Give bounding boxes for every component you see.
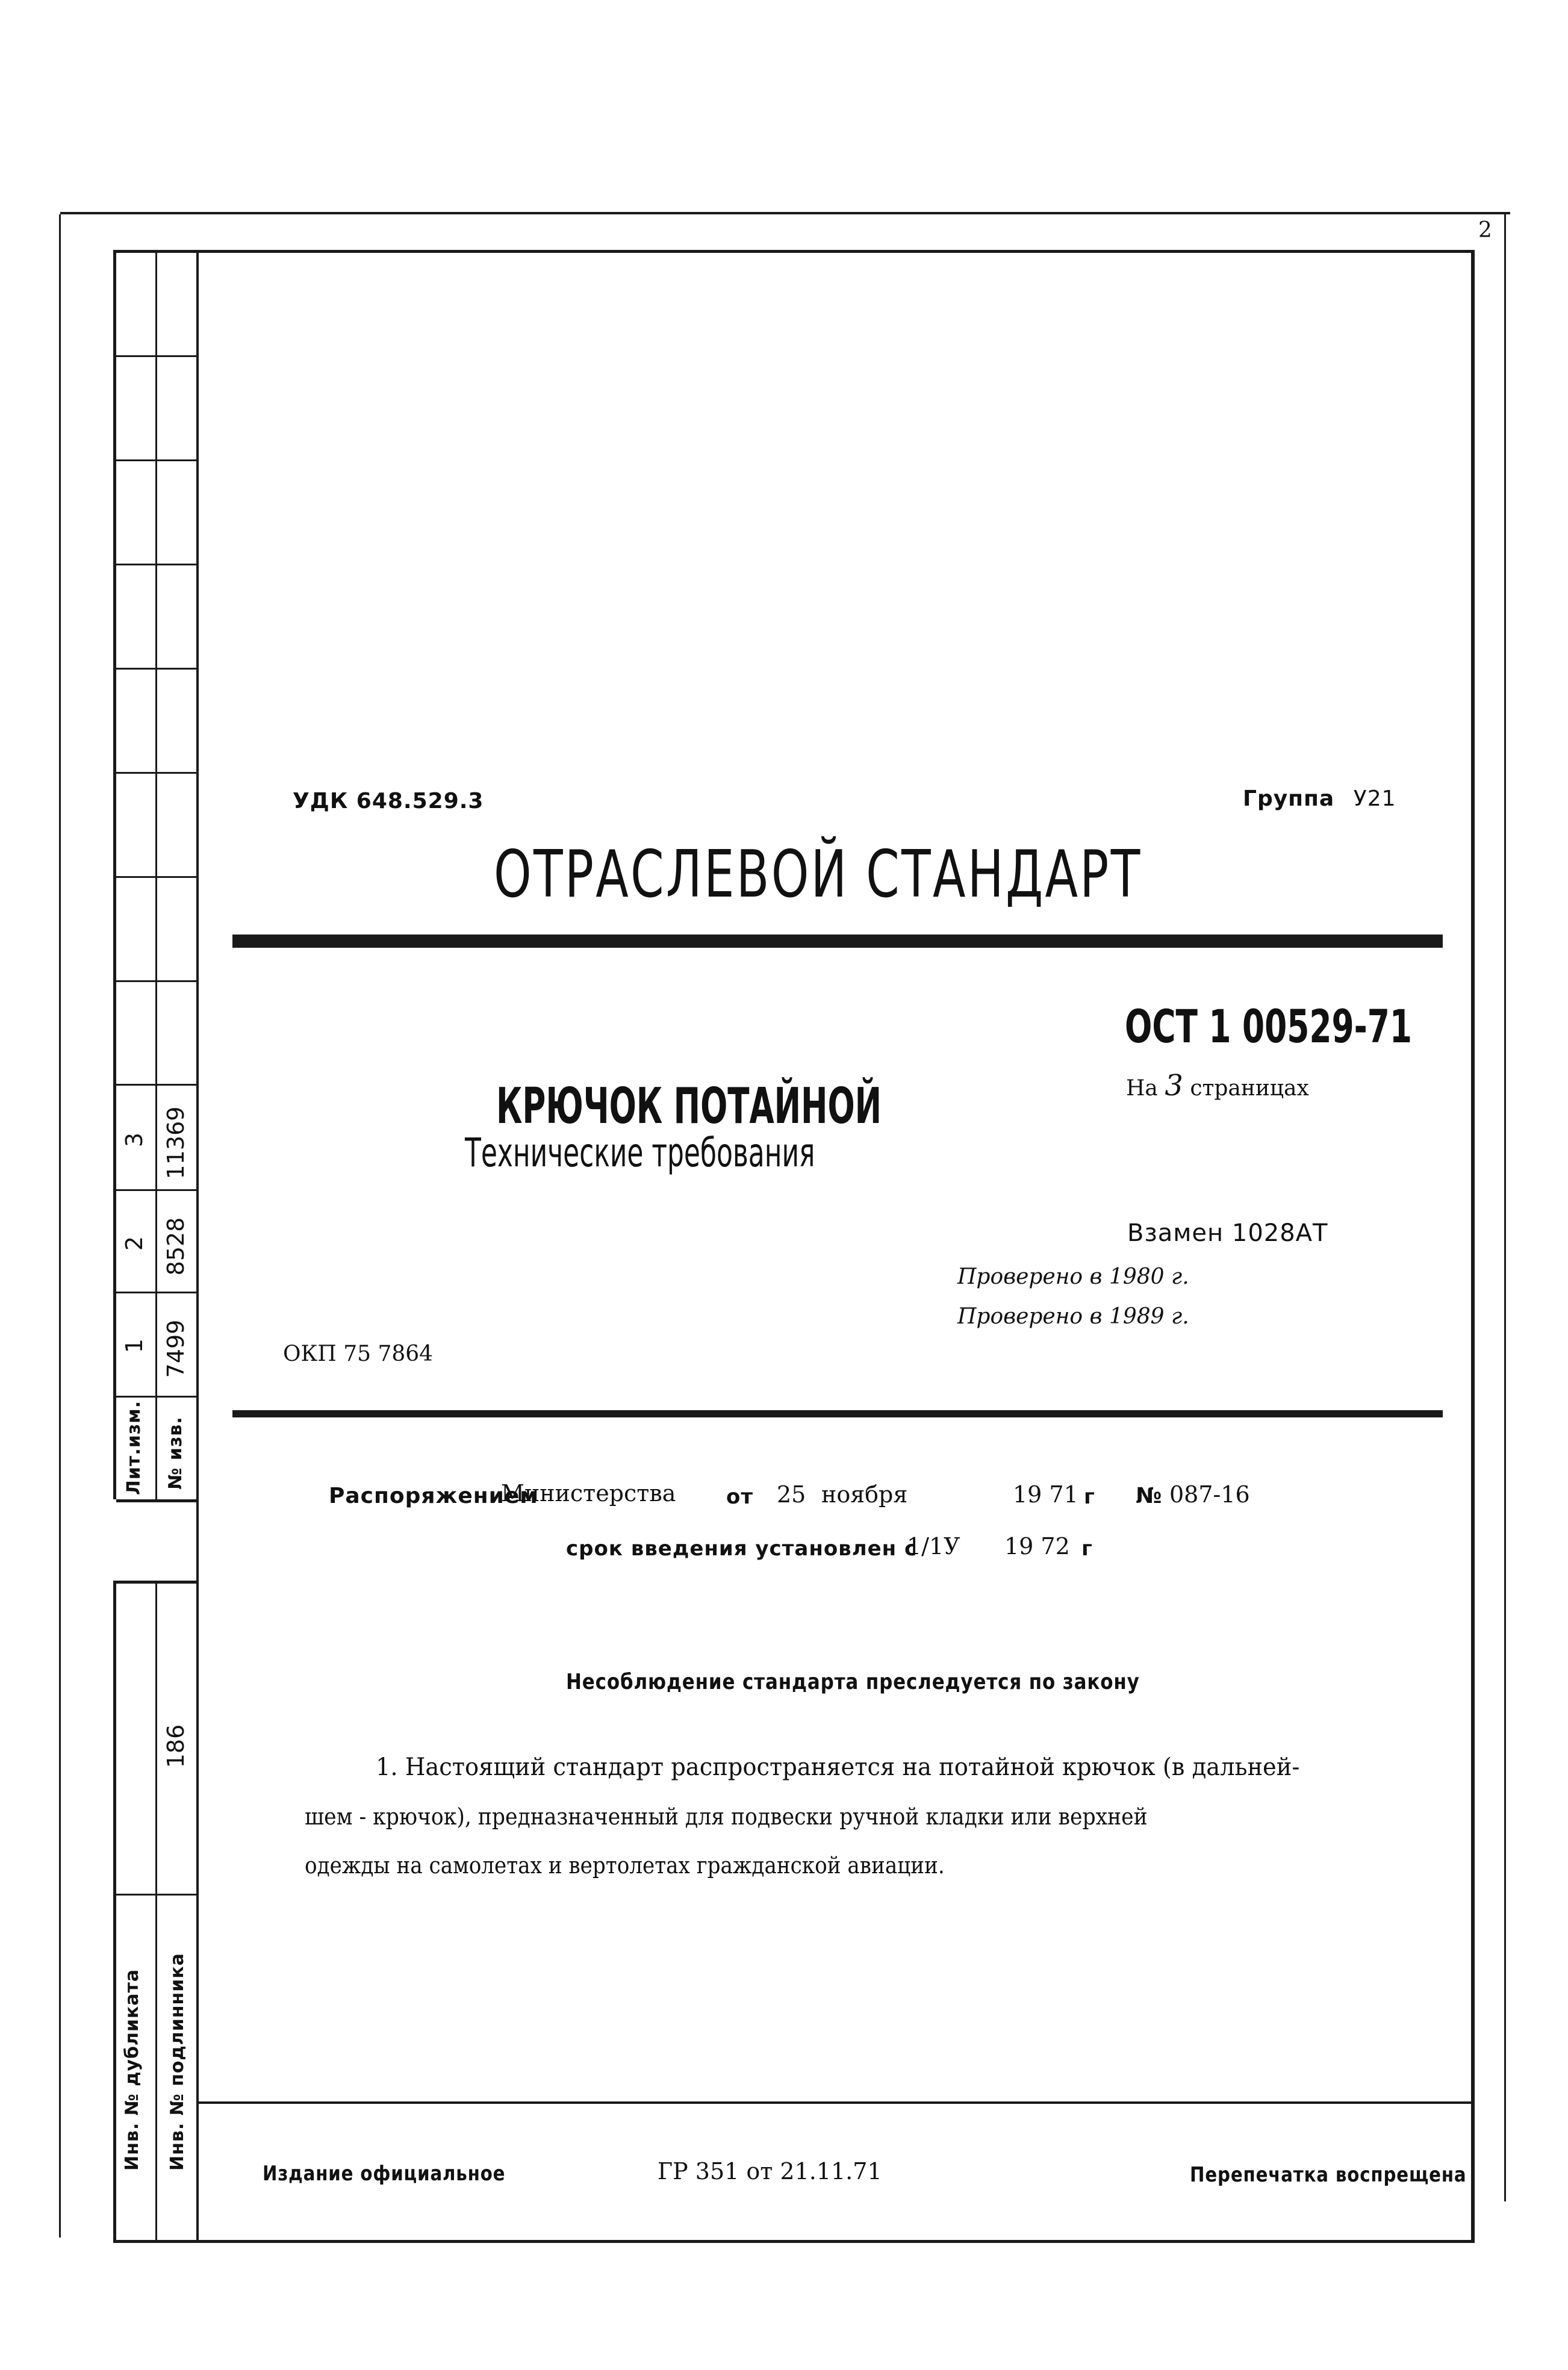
order-label: Распоряжением — [329, 1484, 538, 1508]
stamp-orig-label: Инв. № подлинника — [167, 1953, 188, 2171]
term-year: 19 72 — [1004, 1533, 1070, 1560]
stamp-change-2-lit: 2 — [121, 1236, 148, 1251]
stamp-row-line — [113, 459, 198, 461]
stamp-left-gap — [113, 1499, 116, 1581]
stamp-row-line — [113, 876, 198, 878]
footer-left: Издание официальное — [263, 2162, 506, 2186]
group-label-text: Группа — [1243, 786, 1335, 811]
paragraph-1-line-3: одежды на самолетах и вертолетах гражданской авиации. — [305, 1852, 945, 1879]
stamp-row-line — [113, 564, 198, 565]
stamp2-row-line — [113, 1894, 198, 1896]
stamp-change-3-doc: 11369 — [163, 1106, 189, 1180]
paragraph-1-line-2: шем - крючок), предназначенный для подвески ручной кладки или верхней — [305, 1803, 1148, 1830]
stamp-row-line — [113, 1292, 198, 1293]
thick-rule-top — [232, 935, 1443, 948]
footer-center: ГР 351 от 21.11.71 — [658, 2158, 882, 2185]
pages-note — [1126, 1069, 1309, 1103]
order-number: 087-16 — [1169, 1481, 1250, 1508]
stamp-lit-label: Лит.изм. — [123, 1400, 145, 1495]
group-label — [1243, 786, 1396, 811]
checked-1989: Проверено в 1989 г. — [957, 1304, 1189, 1329]
stamp-change-3-lit: 3 — [121, 1132, 148, 1148]
stamp2-col-divider — [155, 1581, 157, 2243]
frame-top — [113, 250, 1474, 253]
order-body: Министерства — [501, 1480, 676, 1507]
ost-number: ОСТ 1 00529-71 — [1125, 1000, 1412, 1053]
frame-content-left — [196, 250, 199, 2243]
order-month: ноября — [821, 1481, 908, 1508]
frame-left — [113, 250, 116, 2243]
stamp-row-line — [113, 668, 198, 670]
title-main: КРЮЧОК ПОТАЙНОЙ — [496, 1078, 882, 1135]
stamp-row-line — [113, 980, 198, 982]
order-year-suffix: г — [1084, 1485, 1095, 1509]
stamp-change-1-lit: 1 — [121, 1338, 148, 1354]
stamp-dup-label: Инв. № дубликата — [122, 1968, 143, 2171]
stamp-row-line — [113, 355, 198, 357]
document-heading: ОТРАСЛЕВОЙ СТАНДАРТ — [494, 837, 1142, 912]
order-day: 25 — [777, 1481, 806, 1508]
warning-text: Несоблюдение стандарта преследуется по закону — [566, 1670, 1140, 1694]
checked-1980: Проверено в 1980 г. — [957, 1264, 1189, 1289]
udk-label: УДК 648.529.3 — [293, 789, 484, 813]
stamp-row-line — [113, 1396, 198, 1398]
okp-code: ОКП 75 7864 — [283, 1342, 434, 1366]
stamp-row-line — [113, 772, 198, 774]
footer-rule — [196, 2101, 1474, 2104]
outer-left-line — [59, 214, 61, 2238]
outer-right-line — [1504, 214, 1506, 2201]
term-label: срок введения установлен с — [566, 1537, 918, 1561]
stamp-row-line — [113, 1084, 198, 1086]
term-date: 1/1У — [907, 1533, 960, 1560]
pages-note-suffix: страницах — [1190, 1076, 1309, 1101]
title-sub: Технические требования — [465, 1130, 815, 1176]
page-number: 2 — [1478, 218, 1492, 243]
outer-top-line — [60, 212, 1510, 214]
frame-right — [1471, 250, 1475, 2243]
pages-note-prefix: На — [1126, 1076, 1158, 1101]
stamp-change-2-doc: 8528 — [163, 1217, 189, 1276]
term-year-suffix: г — [1081, 1537, 1093, 1561]
frame-bottom — [113, 2240, 1474, 2243]
thick-rule-bottom — [232, 1410, 1443, 1417]
stamp-row-line — [113, 1499, 198, 1502]
stamp-number-186: 186 — [163, 1724, 189, 1768]
replaces-note: Взамен 1028АТ — [1127, 1219, 1328, 1247]
pages-note-count: 3 — [1165, 1069, 1183, 1103]
order-year: 19 71 — [1013, 1481, 1078, 1508]
stamp-doc-label: № изв. — [165, 1416, 186, 1490]
paragraph-1-line-1: 1. Настоящий стандарт распространяется на потайной крючок (в дальней- — [376, 1753, 1300, 1781]
order-from: от — [726, 1485, 754, 1509]
order-number-label: № — [1136, 1484, 1163, 1508]
group-value: У21 — [1353, 786, 1396, 811]
stamp-change-1-doc: 7499 — [163, 1319, 189, 1378]
footer-right: Перепечатка воспрещена — [1190, 2163, 1467, 2187]
